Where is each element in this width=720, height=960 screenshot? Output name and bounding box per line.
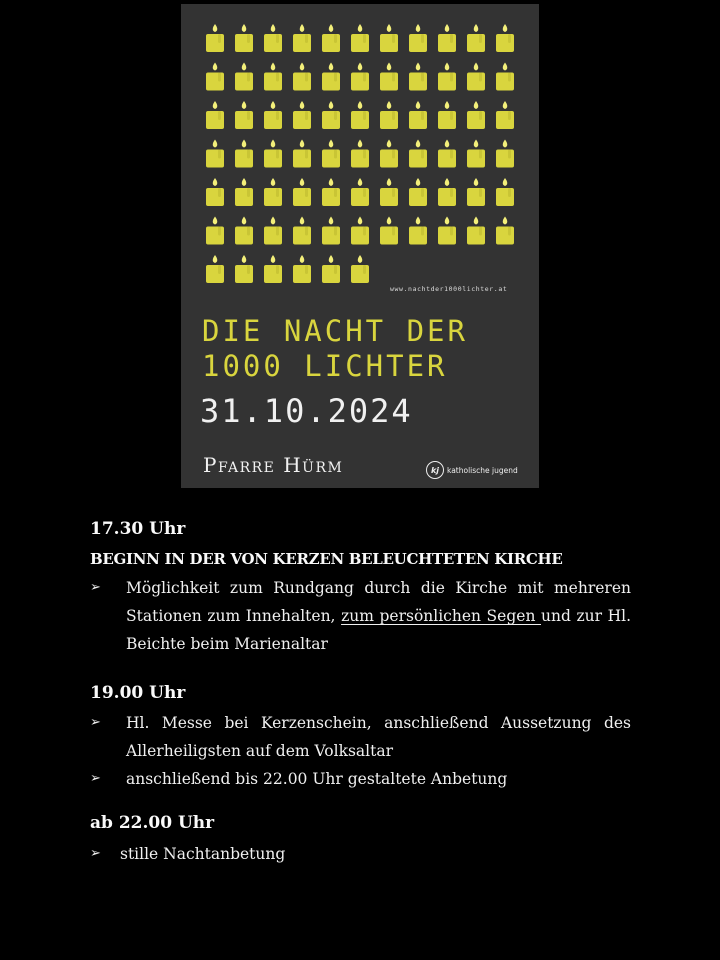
candle-icon <box>264 178 282 206</box>
candle-icon <box>380 178 398 206</box>
candle-icon <box>322 63 340 91</box>
item-text-part: Möglichkeit zum Rundgang durch die Kirche mit mehreren Stationen zum Innehalten, <box>126 579 631 625</box>
candle-icon <box>380 24 398 52</box>
candle-icon <box>409 217 427 245</box>
time-1900: 19.00 Uhr <box>90 683 186 703</box>
candle-icon <box>496 140 514 168</box>
candle-icon <box>380 101 398 129</box>
candle-icon <box>293 178 311 206</box>
candle-icon <box>351 101 369 129</box>
candle-icon <box>322 217 340 245</box>
candle-icon <box>496 178 514 206</box>
candle-icon <box>322 255 340 283</box>
poster-website: www.nachtder1000lichter.at <box>390 285 508 293</box>
candle-icon <box>351 178 369 206</box>
candle-icon <box>293 24 311 52</box>
candle-icon <box>206 140 224 168</box>
candle-icon <box>467 178 485 206</box>
candle-icon <box>438 140 456 168</box>
candle-icon <box>438 217 456 245</box>
list-item-text: anschließend bis 22.00 Uhr gestaltete Anbetung <box>126 770 508 788</box>
candle-icon <box>438 101 456 129</box>
candle-icon <box>409 24 427 52</box>
candle-icon <box>467 24 485 52</box>
candle-icon <box>351 217 369 245</box>
list-item <box>90 574 631 658</box>
poster-date: 31.10.2024 <box>200 392 413 430</box>
list-item-text: stille Nachtanbetung <box>120 845 286 863</box>
arrow-bullet-icon: ➢ <box>90 580 101 595</box>
candle-icon <box>235 255 253 283</box>
candle-icon <box>322 101 340 129</box>
candle-icon <box>409 140 427 168</box>
candle-icon <box>206 101 224 129</box>
candle-icon <box>235 101 253 129</box>
candle-icon <box>380 217 398 245</box>
candle-icon <box>293 217 311 245</box>
candle-icon <box>467 140 485 168</box>
candle-icon <box>206 63 224 91</box>
time-1730: 17.30 Uhr <box>90 519 186 539</box>
candle-icon <box>264 24 282 52</box>
candle-icon <box>351 140 369 168</box>
list-item <box>90 709 631 765</box>
poster-parish: Pfarre Hürm <box>203 453 344 477</box>
candle-icon <box>322 24 340 52</box>
candle-icon <box>351 63 369 91</box>
candle-icon <box>467 217 485 245</box>
candle-icon <box>409 178 427 206</box>
list-item-text: Hl. Messe bei Kerzenschein, anschließend Aussetzung des Allerheiligsten auf dem Volksaltar <box>126 714 631 760</box>
candle-icon <box>293 255 311 283</box>
item-text-part: und zur Hl. Beichte beim Marienaltar <box>126 607 631 653</box>
candle-icon <box>409 101 427 129</box>
candle-icon <box>235 140 253 168</box>
candle-icon <box>206 178 224 206</box>
poster-title-line2: 1000 LICHTER <box>202 349 448 383</box>
candle-icon <box>438 178 456 206</box>
candle-icon <box>206 217 224 245</box>
candle-icon <box>264 217 282 245</box>
list-item-text <box>126 574 631 658</box>
segen-link[interactable]: zum persönlichen Segen <box>341 607 541 625</box>
arrow-bullet-icon: ➢ <box>90 715 101 730</box>
arrow-bullet-icon: ➢ <box>90 771 101 786</box>
candle-icon <box>235 24 253 52</box>
candle-icon <box>293 140 311 168</box>
candles-grid <box>181 4 539 304</box>
candle-icon <box>235 217 253 245</box>
list-item <box>90 765 631 793</box>
list-item <box>90 840 631 868</box>
candle-icon <box>467 63 485 91</box>
candle-icon <box>496 101 514 129</box>
candle-icon <box>322 178 340 206</box>
kj-logo-text: katholische jugend <box>447 465 518 475</box>
arrow-bullet-icon: ➢ <box>90 846 101 861</box>
candle-icon <box>293 101 311 129</box>
candle-icon <box>438 63 456 91</box>
candle-icon <box>496 63 514 91</box>
candle-icon <box>293 63 311 91</box>
heading-beginn: BEGINN IN DER VON KERZEN BELEUCHTETEN KIRCHE <box>90 550 563 568</box>
candle-icon <box>206 255 224 283</box>
candle-icon <box>322 140 340 168</box>
candle-icon <box>380 140 398 168</box>
candle-icon <box>235 63 253 91</box>
candle-icon <box>467 101 485 129</box>
candle-icon <box>496 24 514 52</box>
kj-logo-icon: kj <box>426 461 444 479</box>
poster-title-line1: DIE NACHT DER <box>202 314 468 348</box>
candle-icon <box>264 63 282 91</box>
candle-icon <box>264 255 282 283</box>
candle-icon <box>380 63 398 91</box>
candle-icon <box>235 178 253 206</box>
candle-icon <box>496 217 514 245</box>
candle-icon <box>438 24 456 52</box>
candle-icon <box>351 24 369 52</box>
candle-icon <box>206 24 224 52</box>
kj-logo <box>426 461 518 479</box>
candle-icon <box>264 140 282 168</box>
candle-icon <box>409 63 427 91</box>
candle-icon <box>351 255 369 283</box>
candle-icon <box>264 101 282 129</box>
time-2200: ab 22.00 Uhr <box>90 813 215 833</box>
